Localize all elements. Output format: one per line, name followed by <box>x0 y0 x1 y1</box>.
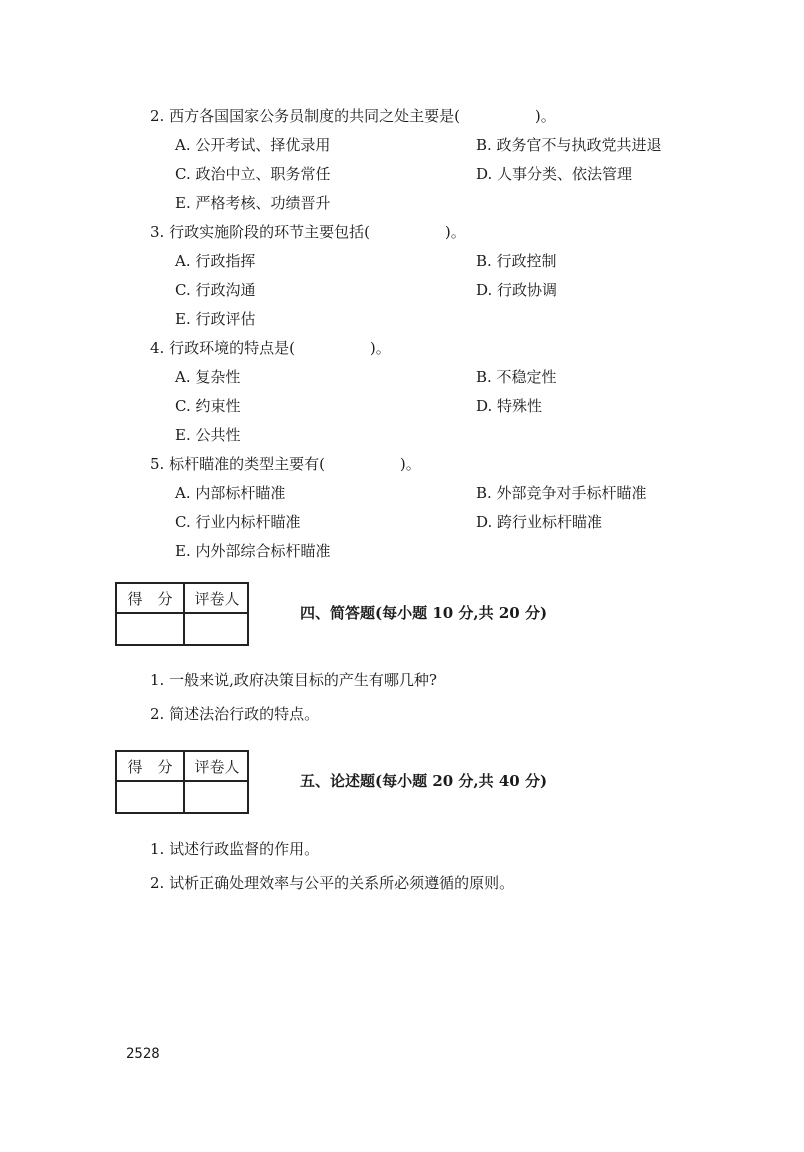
question-3-option-b: B. 行政控制 <box>476 252 557 270</box>
question-2-option-e: E. 严格考核、功绩晋升 <box>175 194 331 212</box>
question-3-option-e: E. 行政评估 <box>175 310 256 328</box>
question-3-option-c: C. 行政沟通 <box>175 281 256 299</box>
question-5-stem: 5. 标杆瞄准的类型主要有( )。 <box>150 455 421 473</box>
question-5-option-c: C. 行业内标杆瞄准 <box>175 513 301 531</box>
section-4-item-1: 1. 一般来说,政府决策目标的产生有哪几种? <box>150 671 437 689</box>
question-4-stem: 4. 行政环境的特点是( )。 <box>150 339 391 357</box>
section-5-item-1: 1. 试述行政监督的作用。 <box>150 840 320 858</box>
question-5-option-a: A. 内部标杆瞄准 <box>175 484 286 502</box>
question-2-option-a: A. 公开考试、择优录用 <box>175 136 331 154</box>
question-2-option-c: C. 政治中立、职务常任 <box>175 165 331 183</box>
question-4-option-e: E. 公共性 <box>175 426 241 444</box>
question-2-stem: 2. 西方各国国家公务员制度的共同之处主要是( )。 <box>150 107 556 125</box>
question-2-option-d: D. 人事分类、依法管理 <box>476 165 633 183</box>
question-3-option-d: D. 行政协调 <box>476 281 558 299</box>
score-label: 得 分 <box>127 758 173 776</box>
question-5-option-d: D. 跨行业标杆瞄准 <box>476 513 603 531</box>
section-5-title: 五、论述题(每小题 20 分,共 40 分) <box>300 772 548 790</box>
question-5-option-b: B. 外部竞争对手标杆瞄准 <box>476 484 647 502</box>
question-5-option-e: E. 内外部综合标杆瞄准 <box>175 542 331 560</box>
question-4-option-b: B. 不稳定性 <box>476 368 557 386</box>
section-4-item-2: 2. 简述法治行政的特点。 <box>150 705 320 723</box>
question-2-option-b: B. 政务官不与执政党共进退 <box>476 136 662 154</box>
score-table <box>115 582 249 646</box>
question-4-option-d: D. 特殊性 <box>476 397 543 415</box>
grader-label: 评卷人 <box>194 758 240 776</box>
section-5-item-2: 2. 试析正确处理效率与公平的关系所必须遵循的原则。 <box>150 874 515 892</box>
grader-label: 评卷人 <box>194 590 240 608</box>
question-4-option-c: C. 约束性 <box>175 397 241 415</box>
score-label: 得 分 <box>127 590 173 608</box>
score-table <box>115 750 249 814</box>
question-3-option-a: A. 行政指挥 <box>175 252 256 270</box>
section-4-title: 四、简答题(每小题 10 分,共 20 分) <box>300 604 548 622</box>
question-4-option-a: A. 复杂性 <box>175 368 241 386</box>
page-number: 2528 <box>126 1046 160 1062</box>
question-3-stem: 3. 行政实施阶段的环节主要包括( )。 <box>150 223 466 241</box>
